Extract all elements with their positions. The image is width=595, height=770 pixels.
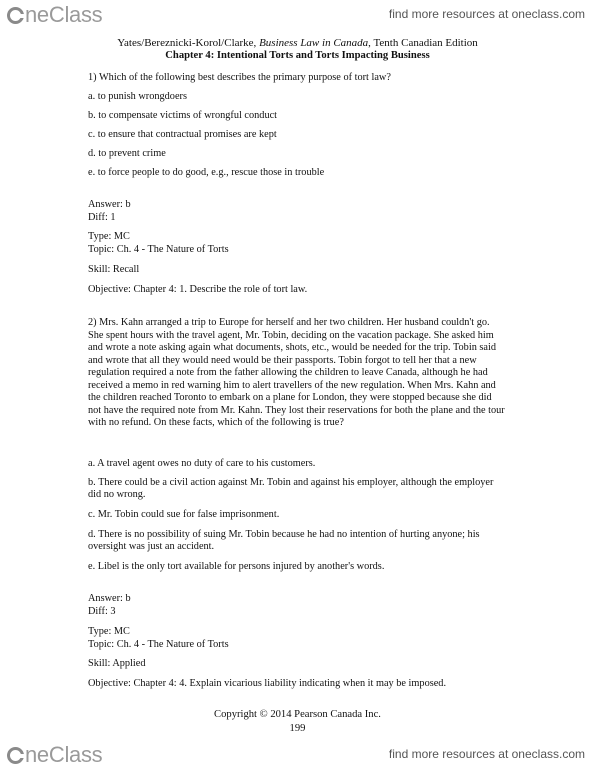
book-authors: Yates/Bereznicki-Korol/Clarke, <box>117 37 260 49</box>
question-2-stem: 2) Mrs. Kahn arranged a trip to Europe for herself and her two children. Her husband couldn't go. She spent hours with the travel agent, Mr. Tobin, deciding on the vacation package. She asked him and wrote a note asking again what documents, shots, etc., would be needed for the trip. Tobin said and wrote that all they would need would be their passports. Tobin forgot to tell her that a new regulation required a note from the father allowing the children to leave Canada, although he had received a memo in red warning him to alert travellers of the new regulation. When Mrs. Kahn and the children reached Toronto to embark on a plane for London, they were stopped because she did not have the required note from Mr. Kahn. They lost their reservations for both the plane and the tour with no refund. On these facts, which of the following is true? <box>88 317 505 428</box>
question-2-diff: Diff: 3 <box>88 606 116 617</box>
question-2-option-d: d. There is no possibility of suing Mr. Tobin because he had no intention of hurting anyone; his oversight was just an accident. <box>88 529 480 553</box>
question-2-option-a: a. A travel agent owes no duty of care to his customers. <box>88 458 316 469</box>
logo-text: neClass <box>25 2 103 27</box>
question-1-option-a: a. to punish wrongdoers <box>88 91 187 102</box>
question-1-option-e: e. to force people to do good, e.g., rescue those in trouble <box>88 167 325 178</box>
logo-o-icon <box>7 7 24 24</box>
page-number: 199 <box>289 723 306 734</box>
question-1-skill: Skill: Recall <box>88 264 140 275</box>
question-1-answer: Answer: b <box>88 199 131 210</box>
question-2-option-c: c. Mr. Tobin could sue for false imprisonment. <box>88 509 280 520</box>
copyright-notice: Copyright © 2014 Pearson Canada Inc. <box>214 709 381 720</box>
logo-text: neClass <box>25 742 103 767</box>
question-2-answer: Answer: b <box>88 593 131 604</box>
question-2-topic: Topic: Ch. 4 - The Nature of Torts <box>88 639 229 650</box>
top-banner <box>0 0 595 30</box>
question-2-skill: Skill: Applied <box>88 658 146 669</box>
bottom-banner <box>0 740 595 770</box>
question-2-option-e: e. Libel is the only tort available for persons injured by another's words. <box>88 561 385 572</box>
book-edition: , Tenth Canadian Edition <box>368 37 478 49</box>
question-1-stem: 1) Which of the following best describes the primary purpose of tort law? <box>88 72 391 83</box>
book-title: Business Law in Canada <box>259 37 369 49</box>
question-2-type: Type: MC <box>88 626 130 637</box>
question-1-topic: Topic: Ch. 4 - The Nature of Torts <box>88 244 229 255</box>
question-2-option-b: b. There could be a civil action against Mr. Tobin and against his employer, although the employer did no wrong. <box>88 477 494 501</box>
question-1-option-c: c. to ensure that contractual promises are kept <box>88 129 277 140</box>
question-1-option-b: b. to compensate victims of wrongful conduct <box>88 110 278 121</box>
question-2-objective: Objective: Chapter 4: 4. Explain vicarious liability indicating when it may be imposed. <box>88 678 447 689</box>
oneclass-logo-bottom[interactable] <box>7 741 102 769</box>
question-1-diff: Diff: 1 <box>88 212 116 223</box>
promo-link-bottom[interactable]: find more resources at oneclass.com <box>388 747 585 761</box>
question-1-objective: Objective: Chapter 4: 1. Describe the role of tort law. <box>88 284 308 295</box>
question-1-type: Type: MC <box>88 231 130 242</box>
question-1-option-d: d. to prevent crime <box>88 148 166 159</box>
chapter-title: Chapter 4: Intentional Torts and Torts Impacting Business <box>165 50 430 61</box>
book-header <box>0 37 595 49</box>
logo-o-icon <box>7 747 24 764</box>
promo-link[interactable]: find more resources at oneclass.com <box>388 7 585 21</box>
oneclass-logo[interactable] <box>7 1 102 29</box>
